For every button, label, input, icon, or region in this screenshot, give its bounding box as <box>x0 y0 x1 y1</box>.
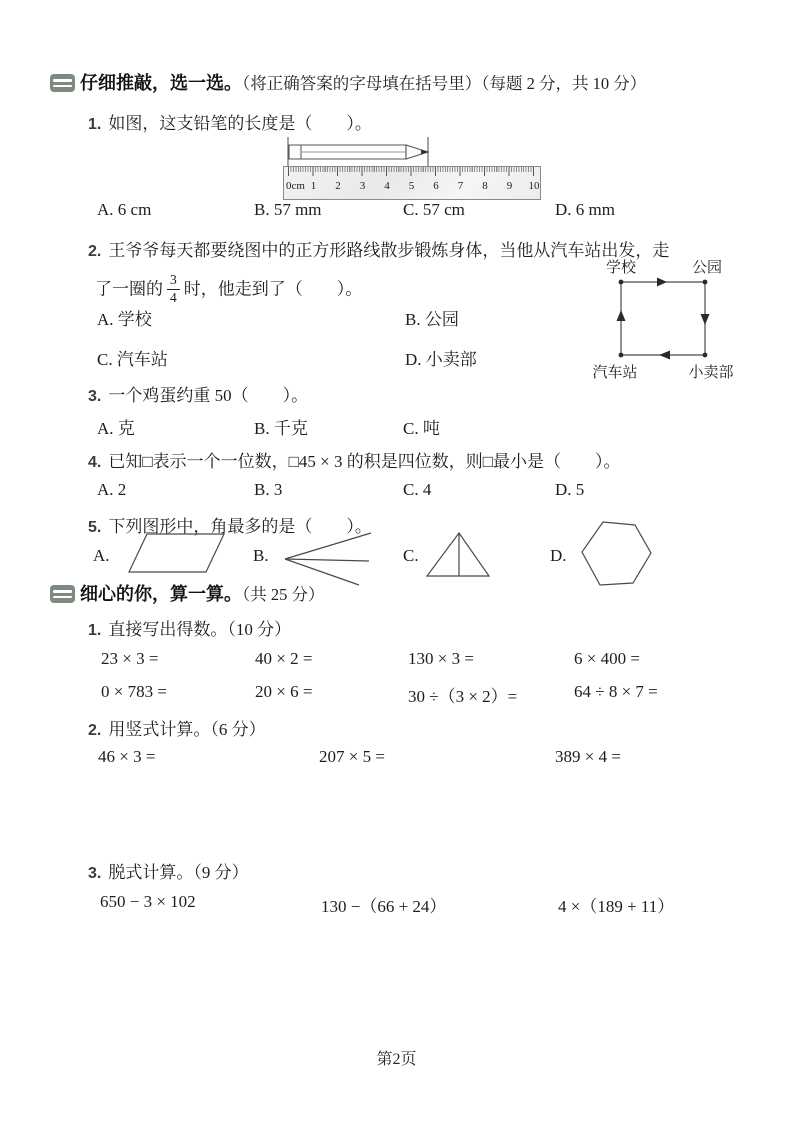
q3-option-b: B. 千克 <box>254 419 308 438</box>
q5-option-c-label: C. <box>403 546 419 565</box>
sub2-number: 2. <box>88 722 102 739</box>
sub1-title-text: 直接写出得数。（10 分） <box>108 620 292 639</box>
fraction-three-fourths: $\frac{3}{4}$ <box>167 273 180 306</box>
ruler-label: 3 <box>359 180 366 192</box>
vertical-expr-1: 46 × 3 = <box>98 747 156 766</box>
vertical-expr-3: 389 × 4 = <box>555 747 621 766</box>
vertical-expr-2: 207 × 5 = <box>319 747 385 766</box>
pencil <box>289 145 428 159</box>
q5-option-d-label: D. <box>550 546 567 565</box>
question-3-number: 3. <box>88 388 102 405</box>
sub2-title-text: 用竖式计算。（6 分） <box>108 720 266 739</box>
question-1-text: 如图，这支铅笔的长度是（ ）。 <box>108 114 372 133</box>
question-4 <box>88 447 620 472</box>
q2-line2-pre: 了一圈的 <box>95 279 163 299</box>
question-2 <box>88 236 669 261</box>
section2-sub3-title <box>88 858 249 883</box>
q1-option-b: B. 57 mm <box>254 200 322 219</box>
section-2-title: 细心的你，算一算。 <box>80 584 242 604</box>
section-2-subtitle: （共 25 分） <box>242 585 325 604</box>
question-2-number: 2. <box>88 243 102 260</box>
step-expr-3: 4 ×（189 + 11） <box>558 897 675 916</box>
pencil-figure <box>283 136 541 166</box>
section-2-header <box>50 580 325 606</box>
ruler-label: 7 <box>457 180 464 192</box>
oral-expr-7: 30 ÷（3 × 2）= <box>408 687 518 706</box>
oral-expr-3: 130 × 3 = <box>408 649 474 668</box>
hexagon-shape <box>578 519 656 589</box>
ruler-label: 6 <box>433 180 439 192</box>
oral-expr-8: 64 ÷ 8 × 7 = <box>574 682 658 701</box>
ruler-cm-ticks <box>288 167 535 176</box>
q2-option-b: B. 公园 <box>405 310 459 329</box>
ruler-label: 8 <box>482 180 488 192</box>
square-label-park: 公园 <box>691 260 723 276</box>
q1-option-a: A. 6 cm <box>97 200 152 219</box>
q2-line2-post: 时，他走到了（ ）。 <box>183 279 363 299</box>
angle-rays-shape <box>280 526 375 588</box>
book-icon <box>50 74 75 92</box>
step-expr-2: 130 −（66 + 24） <box>321 897 447 916</box>
oral-expr-1: 23 × 3 = <box>101 649 159 668</box>
step-expr-1: 650 − 3 × 102 <box>100 892 196 911</box>
ruler-label: 9 <box>506 180 513 192</box>
ruler-label: 5 <box>408 180 415 192</box>
sub1-number: 1. <box>88 622 102 639</box>
oral-expr-6: 20 × 6 = <box>255 682 313 701</box>
oral-expr-5: 0 × 783 = <box>101 682 167 701</box>
question-5-text: 下列图形中，角最多的是（ ）。 <box>108 517 372 536</box>
q1-option-d: D. 6 mm <box>555 200 615 219</box>
parallelogram-shape <box>126 531 228 575</box>
ruler-label: 0cm <box>286 180 305 192</box>
question-2-line2 <box>95 274 362 307</box>
question-3-text: 一个鸡蛋约重 50（ ）。 <box>108 386 309 405</box>
section2-sub1-title <box>88 615 291 640</box>
q4-option-b: B. 3 <box>254 480 283 499</box>
question-1 <box>88 109 372 134</box>
square-label-busstop: 汽车站 <box>592 365 638 380</box>
book-icon <box>50 585 75 603</box>
sub3-title-text: 脱式计算。（9 分） <box>108 863 249 882</box>
question-1-number: 1. <box>88 116 102 133</box>
ruler-label: 4 <box>384 180 390 192</box>
question-4-number: 4. <box>88 454 102 471</box>
ruler-label: 1 <box>310 180 317 192</box>
q4-option-c: C. 4 <box>403 480 432 499</box>
ruler-label: 10 <box>528 180 540 192</box>
square-label-shop: 小卖部 <box>688 365 734 380</box>
oral-expr-4: 6 × 400 = <box>574 649 640 668</box>
q5-option-b-label: B. <box>253 546 269 565</box>
section-1-title: 仔细推敲，选一选。 <box>80 73 242 93</box>
question-3 <box>88 381 308 406</box>
q4-option-a: A. 2 <box>97 480 127 499</box>
square-label-school: 学校 <box>605 260 637 276</box>
q2-option-c: C. 汽车站 <box>97 350 168 369</box>
q2-option-d: D. 小卖部 <box>405 350 477 369</box>
page-number: 第2页 <box>376 1051 417 1068</box>
oral-expr-2: 40 × 2 = <box>255 649 313 668</box>
ruler-label: 2 <box>335 180 341 192</box>
section-1-header <box>50 69 646 95</box>
triangle-with-median-shape <box>423 530 493 580</box>
q2-option-a: A. 学校 <box>97 310 152 329</box>
square-route-figure <box>585 256 761 380</box>
direction-arrows <box>617 278 710 360</box>
q3-option-a: A. 克 <box>97 419 135 438</box>
section-1-subtitle: （将正确答案的字母填在括号里）（每题 2 分，共 10 分） <box>242 74 647 93</box>
question-2-line1: 王爷爷每天都要绕图中的正方形路线散步锻炼身体，当他从汽车站出发，走 <box>108 241 670 260</box>
square-path <box>621 282 705 355</box>
ruler <box>283 166 541 200</box>
question-5-number: 5. <box>88 519 102 536</box>
corner-dots <box>619 280 708 358</box>
section2-sub2-title <box>88 715 266 740</box>
q5-option-a-label: A. <box>93 546 110 565</box>
question-4-text: 已知□表示一个一位数，□45 × 3 的积是四位数，则□最小是（ ）。 <box>108 452 621 471</box>
q4-option-d: D. 5 <box>555 480 585 499</box>
sub3-number: 3. <box>88 865 102 882</box>
q1-option-c: C. 57 cm <box>403 200 465 219</box>
q3-option-c: C. 吨 <box>403 419 440 438</box>
